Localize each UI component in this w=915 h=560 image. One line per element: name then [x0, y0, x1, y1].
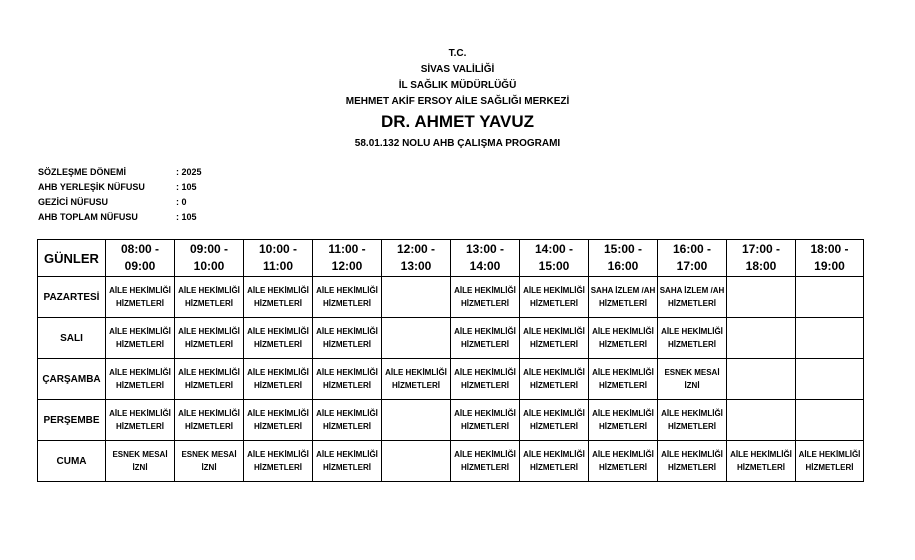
cell-text-line: AİLE HEKİMLİĞİ	[247, 327, 309, 336]
info-label: GEZİCİ NÜFUSU	[38, 197, 109, 207]
info-row	[38, 180, 202, 195]
cell-text-line: HİZMETLERİ	[185, 381, 233, 390]
hour-label: 15:00	[538, 259, 570, 273]
day-label: ÇARŞAMBA	[38, 359, 106, 400]
cell-text-line: HİZMETLERİ	[185, 340, 233, 349]
cell-text-line: HİZMETLERİ	[461, 381, 509, 390]
cell-text-line: AİLE HEKİMLİĞİ	[178, 286, 240, 295]
cell-text-line: AİLE HEKİMLİĞİ	[247, 409, 309, 418]
schedule-cell	[520, 318, 589, 359]
cell-text-line: AİLE HEKİMLİĞİ	[316, 327, 378, 336]
cell-text-line: HİZMETLERİ	[461, 299, 509, 308]
cell-text-line: HİZMETLERİ	[116, 422, 164, 431]
schedule-cell	[106, 359, 175, 400]
schedule-cell	[106, 441, 175, 482]
header-line-tc: T.C.	[448, 48, 467, 59]
schedule-cell	[451, 441, 520, 482]
schedule-cell	[313, 400, 382, 441]
header-line-valilik: SİVAS VALİLİĞİ	[420, 64, 495, 75]
schedule-cell	[244, 277, 313, 318]
cell-text-line: AİLE HEKİMLİĞİ	[592, 450, 654, 459]
cell-text-line: İZNİ	[201, 463, 217, 472]
schedule-cell	[244, 400, 313, 441]
cell-text-line: HİZMETLERİ	[116, 340, 164, 349]
schedule-cell	[796, 277, 864, 318]
hour-label: 16:00 -	[672, 242, 712, 256]
schedule-cell	[313, 441, 382, 482]
hour-label: 15:00 -	[603, 242, 643, 256]
schedule-cell	[175, 441, 244, 482]
schedule-cell	[589, 400, 658, 441]
schedule-cell	[244, 441, 313, 482]
cell-text-line: İZNİ	[684, 381, 700, 390]
schedule-cell	[520, 359, 589, 400]
hour-column-header	[658, 240, 727, 277]
hour-label: 14:00	[469, 259, 501, 273]
schedule-cell	[727, 441, 796, 482]
hour-label: 11:00 -	[328, 242, 366, 256]
info-value: : 2025	[176, 167, 202, 177]
hour-label: 08:00 -	[120, 242, 160, 256]
schedule-header-row	[38, 240, 864, 277]
cell-text-line: AİLE HEKİMLİĞİ	[661, 450, 723, 459]
cell-text-line: HİZMETLERİ	[461, 422, 509, 431]
cell-text-line: AİLE HEKİMLİĞİ	[247, 286, 309, 295]
info-label: SÖZLEŞME DÖNEMİ	[38, 167, 127, 177]
schedule-cell	[796, 359, 864, 400]
cell-text-line: HİZMETLERİ	[599, 381, 647, 390]
schedule-cell	[244, 318, 313, 359]
schedule-cell	[727, 277, 796, 318]
schedule-cell	[658, 277, 727, 318]
info-row	[38, 195, 202, 210]
cell-text-line: İZNİ	[132, 463, 148, 472]
cell-text-line: ESNEK MESAİ	[112, 450, 168, 459]
cell-text-line: HİZMETLERİ	[599, 299, 647, 308]
cell-text-line: AİLE HEKİMLİĞİ	[592, 368, 654, 377]
cell-text-line: AİLE HEKİMLİĞİ	[178, 409, 240, 418]
cell-text-line: AİLE HEKİMLİĞİ	[385, 368, 447, 377]
info-value: : 105	[176, 212, 197, 222]
cell-text-line: AİLE HEKİMLİĞİ	[661, 327, 723, 336]
schedule-row	[38, 277, 864, 318]
schedule-cell	[727, 359, 796, 400]
cell-text-line: AİLE HEKİMLİĞİ	[109, 327, 171, 336]
schedule-cell	[520, 277, 589, 318]
schedule-cell	[658, 400, 727, 441]
schedule-cell	[520, 400, 589, 441]
schedule-cell	[382, 277, 451, 318]
cell-text-line: AİLE HEKİMLİĞİ	[454, 409, 516, 418]
schedule-row	[38, 400, 864, 441]
info-value: : 105	[176, 182, 197, 192]
schedule-cell	[451, 359, 520, 400]
cell-text-line: AİLE HEKİMLİĞİ	[523, 368, 585, 377]
schedule-cell	[451, 318, 520, 359]
cell-text-line: HİZMETLERİ	[323, 463, 371, 472]
cell-text-line: ESNEK MESAİ	[664, 368, 720, 377]
cell-text-line: AİLE HEKİMLİĞİ	[178, 327, 240, 336]
schedule-cell	[106, 318, 175, 359]
hour-label: 19:00	[814, 259, 845, 273]
cell-text-line: HİZMETLERİ	[185, 422, 233, 431]
cell-text-line: HİZMETLERİ	[254, 340, 302, 349]
hour-label: 10:00	[193, 259, 225, 273]
cell-text-line: AİLE HEKİMLİĞİ	[454, 450, 516, 459]
hour-column-header	[244, 240, 313, 277]
hour-label: 09:00	[124, 259, 156, 273]
schedule-cell	[658, 359, 727, 400]
hour-column-header	[589, 240, 658, 277]
cell-text-line: HİZMETLERİ	[530, 340, 578, 349]
schedule-cell	[382, 318, 451, 359]
schedule-cell	[796, 441, 864, 482]
schedule-cell	[727, 318, 796, 359]
header-line-asm: MEHMET AKİF ERSOY AİLE SAĞLIĞI MERKEZİ	[345, 96, 570, 107]
cell-text-line: HİZMETLERİ	[530, 299, 578, 308]
schedule-row	[38, 318, 864, 359]
schedule-cell	[589, 277, 658, 318]
hour-column-header	[727, 240, 796, 277]
cell-text-line: AİLE HEKİMLİĞİ	[316, 368, 378, 377]
schedule-row	[38, 441, 864, 482]
cell-text-line: HİZMETLERİ	[116, 381, 164, 390]
cell-text-line: AİLE HEKİMLİĞİ	[454, 286, 516, 295]
cell-text-line: AİLE HEKİMLİĞİ	[316, 409, 378, 418]
day-label: SALI	[38, 318, 106, 359]
cell-text-line: AİLE HEKİMLİĞİ	[523, 409, 585, 418]
cell-text-line: ESNEK MESAİ	[181, 450, 237, 459]
cell-text-line: AİLE HEKİMLİĞİ	[523, 286, 585, 295]
hour-column-header	[451, 240, 520, 277]
info-block	[38, 165, 202, 225]
schedule-cell	[175, 318, 244, 359]
hour-label: 12:00 -	[396, 242, 436, 256]
hour-label: 14:00 -	[534, 242, 574, 256]
header-line-mudurluk: İL SAĞLIK MÜDÜRLÜĞÜ	[398, 80, 517, 91]
hour-column-header	[520, 240, 589, 277]
hour-label: 11:00	[262, 259, 294, 273]
cell-text-line: AİLE HEKİMLİĞİ	[454, 327, 516, 336]
schedule-cell	[589, 359, 658, 400]
cell-text-line: AİLE HEKİMLİĞİ	[316, 450, 378, 459]
schedule-cell	[313, 318, 382, 359]
cell-text-line: HİZMETLERİ	[737, 463, 785, 472]
cell-text-line: HİZMETLERİ	[392, 381, 440, 390]
cell-text-line: HİZMETLERİ	[461, 340, 509, 349]
schedule-cell	[727, 400, 796, 441]
cell-text-line: SAHA İZLEM /AH	[590, 286, 656, 295]
cell-text-line: HİZMETLERİ	[668, 340, 716, 349]
schedule-cell	[175, 400, 244, 441]
hour-label: 09:00 -	[189, 242, 229, 256]
schedule-cell	[244, 359, 313, 400]
info-label: AHB YERLEŞİK NÜFUSU	[38, 182, 145, 192]
cell-text-line: AİLE HEKİMLİĞİ	[247, 450, 309, 459]
days-column-header: GÜNLER	[38, 240, 106, 277]
cell-text-line: HİZMETLERİ	[599, 340, 647, 349]
hour-label: 13:00	[400, 259, 432, 273]
day-label: PERŞEMBE	[38, 400, 106, 441]
hour-label: 10:00 -	[258, 242, 298, 256]
cell-text-line: HİZMETLERİ	[530, 422, 578, 431]
schedule-cell	[382, 441, 451, 482]
schedule-cell	[382, 359, 451, 400]
cell-text-line: HİZMETLERİ	[323, 299, 371, 308]
cell-text-line: HİZMETLERİ	[116, 299, 164, 308]
cell-text-line: SAHA İZLEM /AH	[659, 286, 725, 295]
cell-text-line: HİZMETLERİ	[323, 381, 371, 390]
day-label: PAZARTESİ	[38, 277, 106, 318]
cell-text-line: AİLE HEKİMLİĞİ	[730, 450, 792, 459]
cell-text-line: HİZMETLERİ	[461, 463, 509, 472]
cell-text-line: AİLE HEKİMLİĞİ	[592, 409, 654, 418]
cell-text-line: HİZMETLERİ	[254, 299, 302, 308]
cell-text-line: HİZMETLERİ	[668, 422, 716, 431]
cell-text-line: AİLE HEKİMLİĞİ	[109, 286, 171, 295]
cell-text-line: AİLE HEKİMLİĞİ	[523, 450, 585, 459]
hour-column-header	[796, 240, 864, 277]
document-header	[0, 46, 915, 152]
schedule-cell	[106, 400, 175, 441]
hour-label: 16:00	[607, 259, 639, 273]
cell-text-line: HİZMETLERİ	[530, 463, 578, 472]
hour-label: 12:00	[331, 259, 363, 273]
cell-text-line: HİZMETLERİ	[254, 422, 302, 431]
schedule-cell	[382, 400, 451, 441]
info-row	[38, 210, 202, 225]
hour-label: 17:00	[676, 259, 708, 273]
schedule-cell	[589, 318, 658, 359]
schedule-cell	[451, 277, 520, 318]
schedule-cell	[175, 277, 244, 318]
cell-text-line: AİLE HEKİMLİĞİ	[661, 409, 723, 418]
schedule-cell	[589, 441, 658, 482]
cell-text-line: AİLE HEKİMLİĞİ	[178, 368, 240, 377]
schedule-cell	[175, 359, 244, 400]
cell-text-line: HİZMETLERİ	[668, 299, 716, 308]
cell-text-line: HİZMETLERİ	[323, 340, 371, 349]
hour-column-header	[382, 240, 451, 277]
info-row	[38, 165, 202, 180]
hour-column-header	[175, 240, 244, 277]
cell-text-line: AİLE HEKİMLİĞİ	[592, 327, 654, 336]
info-label: AHB TOPLAM NÜFUSU	[38, 212, 138, 222]
schedule-row	[38, 359, 864, 400]
cell-text-line: AİLE HEKİMLİĞİ	[316, 286, 378, 295]
schedule-cell	[796, 400, 864, 441]
cell-text-line: HİZMETLERİ	[530, 381, 578, 390]
cell-text-line: HİZMETLERİ	[254, 463, 302, 472]
program-title: 58.01.132 NOLU AHB ÇALIŞMA PROGRAMI	[354, 138, 561, 149]
schedule-cell	[796, 318, 864, 359]
cell-text-line: HİZMETLERİ	[323, 422, 371, 431]
cell-text-line: AİLE HEKİMLİĞİ	[454, 368, 516, 377]
hour-label: 13:00 -	[465, 242, 505, 256]
schedule-cell	[313, 277, 382, 318]
schedule-cell	[451, 400, 520, 441]
cell-text-line: HİZMETLERİ	[805, 463, 854, 472]
schedule-table	[37, 239, 864, 482]
cell-text-line: HİZMETLERİ	[668, 463, 716, 472]
doctor-name: DR. AHMET YAVUZ	[380, 112, 535, 131]
cell-text-line: AİLE HEKİMLİĞİ	[247, 368, 309, 377]
day-label: CUMA	[38, 441, 106, 482]
cell-text-line: HİZMETLERİ	[599, 463, 647, 472]
cell-text-line: HİZMETLERİ	[599, 422, 647, 431]
schedule-cell	[520, 441, 589, 482]
cell-text-line: AİLE HEKİMLİĞİ	[523, 327, 585, 336]
schedule-cell	[313, 359, 382, 400]
info-value: : 0	[176, 197, 187, 207]
cell-text-line: HİZMETLERİ	[185, 299, 233, 308]
hour-label: 18:00 -	[810, 242, 849, 256]
schedule-cell	[106, 277, 175, 318]
hour-column-header	[313, 240, 382, 277]
hour-label: 17:00 -	[741, 242, 781, 256]
cell-text-line: AİLE HEKİMLİĞİ	[109, 409, 171, 418]
cell-text-line: HİZMETLERİ	[254, 381, 302, 390]
hour-column-header	[106, 240, 175, 277]
schedule-cell	[658, 318, 727, 359]
hour-label: 18:00	[745, 259, 777, 273]
cell-text-line: AİLE HEKİMLİĞİ	[798, 450, 861, 459]
cell-text-line: AİLE HEKİMLİĞİ	[109, 368, 171, 377]
schedule-cell	[658, 441, 727, 482]
schedule-body	[38, 277, 864, 482]
